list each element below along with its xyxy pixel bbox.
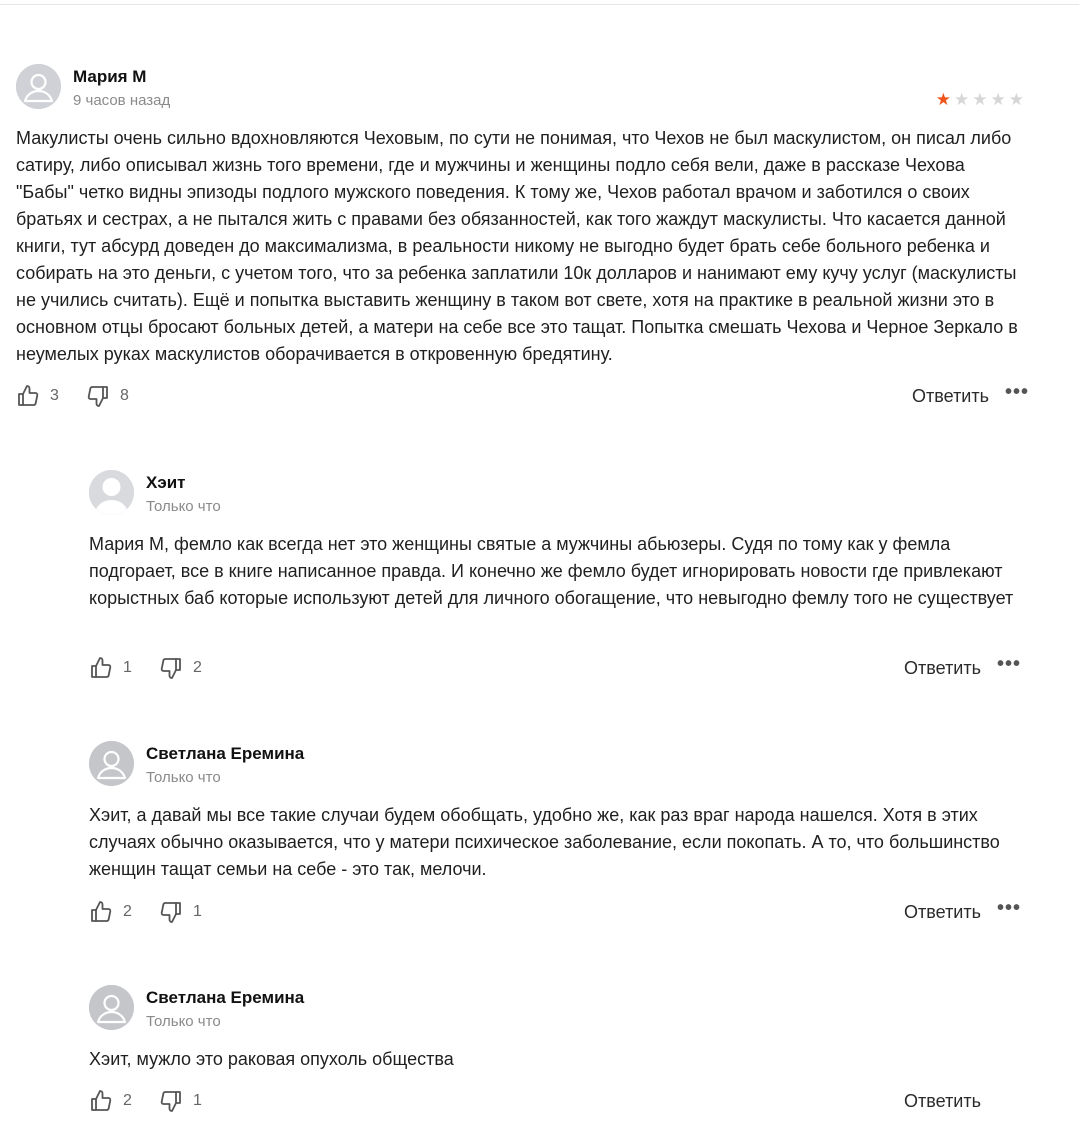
dislike-button[interactable] (159, 1089, 202, 1113)
dislike-count: 2 (193, 659, 202, 676)
dislike-button[interactable] (86, 384, 129, 408)
user-placeholder-icon (89, 985, 134, 1030)
star-icon: ★ (954, 90, 973, 109)
comment-actions (89, 653, 1022, 682)
comment-4 (89, 985, 1019, 1125)
comment-text: Хэит, мужло это раковая опухоль общества (89, 1049, 454, 1069)
reply-button[interactable]: Ответить (904, 658, 981, 678)
star-icon: ★ (972, 90, 991, 109)
comment-actions (16, 381, 1030, 410)
like-count: 3 (50, 387, 59, 404)
comment-time: Только что (146, 498, 221, 515)
avatar[interactable] (89, 985, 134, 1030)
like-button[interactable] (89, 656, 132, 680)
like-button[interactable] (89, 1089, 132, 1113)
like-count: 2 (123, 1092, 132, 1109)
comment-author[interactable]: Светлана Еремина (146, 744, 305, 763)
like-count: 1 (123, 659, 132, 676)
comment-actions (89, 1089, 1019, 1115)
more-dots-icon[interactable]: ••• (997, 897, 1022, 919)
comment-time: Только что (146, 769, 221, 786)
comment-author[interactable]: Светлана Еремина (146, 988, 305, 1007)
like-count: 2 (123, 903, 132, 920)
thumb-down-icon (159, 1089, 183, 1113)
thumb-up-icon (16, 384, 40, 408)
thumb-down-icon (86, 384, 110, 408)
dislike-count: 1 (193, 1092, 202, 1109)
like-button[interactable] (89, 900, 132, 924)
thumb-down-icon (159, 656, 183, 680)
thumb-down-icon (159, 900, 183, 924)
comment-time: 9 часов назад (73, 92, 171, 109)
comment-author[interactable]: Хэит (146, 473, 186, 492)
rating-stars (936, 90, 1027, 110)
user-placeholder-icon (16, 64, 61, 109)
user-placeholder-icon (89, 470, 134, 515)
reply-button[interactable]: Ответить (904, 902, 981, 922)
comment-text: Мария М, фемло как всегда нет это женщины святые а мужчины абьюзеры. Судя по тому как у фемла подгорает, все в книге написанное правда. И конечно же фемло будет игнорировать новости где привлекают корыстных баб которые используют детей для личного обогащение, что невыгодно фемлу того не существует (89, 534, 1014, 608)
avatar[interactable] (89, 470, 134, 515)
thumb-up-icon (89, 900, 113, 924)
star-icon: ★ (990, 90, 1009, 109)
user-placeholder-icon (89, 741, 134, 786)
star-icon: ★ (1008, 90, 1027, 109)
more-dots-icon[interactable]: ••• (1005, 381, 1030, 403)
avatar[interactable] (89, 741, 134, 786)
comment-text: Хэит, а давай мы все такие случаи будем обобщать, удобно же, как раз враг народа нашелся. Хотя в этих случаях обычно оказывается, что у матери психическое заболевание, если покопать. А то, что большинство женщин тащат семьи на себе - это так, мелочи. (89, 805, 1000, 879)
comment-3 (89, 741, 1022, 941)
star-icon: ★ (935, 90, 954, 109)
comment-time: Только что (146, 1013, 221, 1030)
dislike-count: 8 (120, 387, 129, 404)
dislike-button[interactable] (159, 900, 202, 924)
more-dots-icon[interactable]: ••• (997, 653, 1022, 675)
reply-button[interactable]: Ответить (912, 386, 989, 406)
reply-button[interactable]: Ответить (904, 1091, 981, 1111)
comment-actions (89, 897, 1022, 926)
comment-2 (89, 470, 1022, 690)
comment-author[interactable]: Мария М (73, 67, 147, 86)
avatar[interactable] (16, 64, 61, 109)
dislike-button[interactable] (159, 656, 202, 680)
like-button[interactable] (16, 384, 59, 408)
comment-text: Макулисты очень сильно вдохновляются Чеховым, по сути не понимая, что Чехов не был маскулистом, он писал либо сатиру, либо описывал жизнь того времени, где и мужчины и женщины подло себя вели, даже в рассказе Чехова "Бабы" четко видны эпизоды подлого мужского поведения. К тому же, Чехов работал врачом и заботился о своих братьях и сестрах, а не пытался жить с правами без обязанностей, как того жаждут маскулисты. Что касается данной книги, тут абсурд доведен до максимализма, в реальности никому не выгодно будет брать себе больного ребенка и собирать на это деньги, с учетом того, что за ребенка заплатили 10к долларов и нанимают ему кучу услуг (маскулисты не учились считать). Ещё и попытка выставить женщину в таком вот свете, хотя на практике в реальной жизни это в основном отцы бросают больных детей, а матери на себе все это тащат. Попытка смешать Чехова и Черное Зеркало в неумелых руках маскулистов оборачивается в откровенную бредятину. (16, 128, 1018, 364)
dislike-count: 1 (193, 903, 202, 920)
thumb-up-icon (89, 1089, 113, 1113)
comment-1 (16, 64, 1030, 424)
thumb-up-icon (89, 656, 113, 680)
